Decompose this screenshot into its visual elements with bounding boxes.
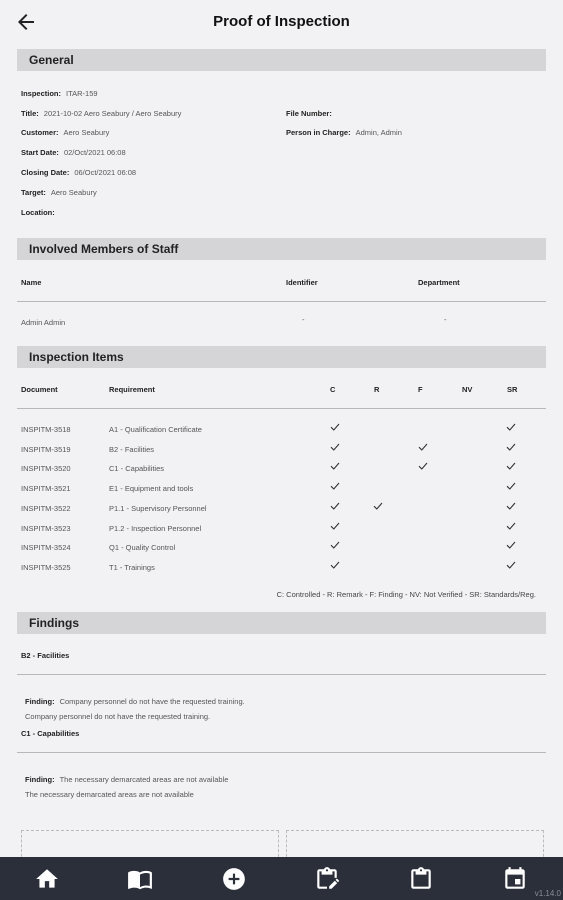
general-field-label: Inspection:	[21, 89, 62, 98]
item-document-cell: INSPITM-3522	[21, 503, 71, 513]
general-field-label: File Number:	[286, 109, 332, 118]
app-bar	[0, 0, 563, 46]
item-document-cell: INSPITM-3524	[21, 543, 71, 553]
findings-heading: Findings	[29, 616, 79, 630]
general-field-label: Location:	[21, 208, 55, 217]
checkmark-icon	[506, 443, 516, 451]
general-field	[21, 168, 136, 177]
general-field	[21, 89, 98, 98]
general-field-label: Target:	[21, 188, 46, 197]
staff-department-cell: -	[444, 315, 447, 324]
page-title: Proof of Inspection	[213, 13, 350, 30]
item-document-cell: INSPITM-3525	[21, 562, 71, 572]
staff-col-name: Name	[21, 278, 42, 287]
clipboard-icon[interactable]	[408, 866, 434, 892]
staff-identifier-cell: -	[302, 315, 305, 324]
items-col-document: Document	[21, 385, 58, 394]
general-field-value: 2021-10-02 Aero Seabury / Aero Seabury	[43, 109, 182, 118]
checkmark-icon	[330, 482, 340, 490]
checkmark-icon	[506, 462, 516, 470]
items-legend: C: Controlled - R: Remark - F: Finding - NV: Not Verified - SR: Standards/Reg.	[276, 590, 536, 599]
checkmark-icon	[506, 541, 516, 549]
general-field	[286, 109, 337, 118]
item-requirement-cell: T1 - Trainings	[109, 562, 155, 572]
general-field-value: Aero Seabury	[50, 188, 97, 197]
items-col-f: F	[418, 385, 423, 394]
checkmark-icon	[330, 462, 340, 470]
general-field-label: Customer:	[21, 128, 59, 137]
checkmark-icon	[506, 561, 516, 569]
checkmark-icon	[506, 423, 516, 431]
checkmark-icon	[330, 561, 340, 569]
finding-line	[25, 775, 228, 784]
item-document-cell: INSPITM-3520	[21, 464, 71, 474]
general-field-value: 06/Oct/2021 06:08	[74, 168, 137, 177]
finding-text: The necessary demarcated areas are not available	[59, 775, 229, 784]
general-field-label: Title:	[21, 109, 39, 118]
finding-group-title: B2 - Facilities	[21, 651, 70, 660]
general-field-value: 02/Oct/2021 06:08	[63, 148, 126, 157]
divider	[17, 408, 546, 409]
general-field	[286, 128, 402, 137]
finding-label: Finding:	[25, 775, 55, 784]
general-field-label: Closing Date:	[21, 168, 70, 177]
finding-line	[25, 697, 245, 706]
finding-group-title: C1 - Capabilities	[21, 729, 80, 738]
clipboard-edit-icon[interactable]	[314, 866, 340, 892]
add-circle-icon[interactable]	[221, 866, 247, 892]
items-col-r: R	[374, 385, 380, 394]
calendar-icon[interactable]	[502, 866, 528, 892]
divider	[17, 674, 546, 675]
staff-heading: Involved Members of Staff	[29, 242, 179, 256]
checkmark-icon	[506, 522, 516, 530]
item-requirement-cell: E1 - Equipment and tools	[109, 484, 194, 494]
item-document-cell: INSPITM-3523	[21, 523, 71, 533]
finding-detail: Company personnel do not have the requested training.	[25, 712, 211, 721]
general-field	[21, 128, 109, 137]
staff-col-department: Department	[418, 278, 460, 287]
items-col-nv: NV	[462, 385, 473, 394]
checkmark-icon	[506, 482, 516, 490]
checkmark-icon	[418, 443, 428, 451]
checkmark-icon	[373, 502, 383, 510]
staff-col-identifier: Identifier	[286, 278, 318, 287]
general-field-value: ITAR-159	[66, 89, 98, 98]
items-col-requirement: Requirement	[109, 385, 155, 394]
bottom-nav	[0, 857, 563, 900]
general-field	[21, 148, 126, 157]
items-section-header	[17, 346, 546, 368]
finding-detail: The necessary demarcated areas are not available	[25, 790, 194, 799]
item-document-cell: INSPITM-3519	[21, 444, 71, 454]
checkmark-icon	[330, 541, 340, 549]
item-requirement-cell: C1 - Capabilities	[109, 464, 165, 474]
general-field-label: Start Date:	[21, 148, 59, 157]
finding-text: Company personnel do not have the requested training.	[59, 697, 245, 706]
general-field-value: Admin, Admin	[355, 128, 402, 137]
item-requirement-cell: Q1 - Quality Control	[109, 543, 176, 553]
checkmark-icon	[330, 522, 340, 530]
general-field	[21, 208, 60, 217]
general-heading: General	[29, 53, 74, 67]
item-requirement-cell: B2 - Facilities	[109, 444, 155, 454]
general-field	[21, 188, 97, 197]
items-col-sr: SR	[507, 385, 518, 394]
checkmark-icon	[330, 423, 340, 431]
item-document-cell: INSPITM-3518	[21, 425, 71, 434]
general-field-value: Aero Seabury	[63, 128, 110, 137]
general-field	[21, 109, 181, 118]
divider	[17, 301, 546, 302]
home-icon[interactable]	[34, 866, 60, 892]
general-field-label: Person in Charge:	[286, 128, 351, 137]
checkmark-icon	[506, 502, 516, 510]
checkmark-icon	[330, 443, 340, 451]
divider	[17, 752, 546, 753]
items-col-c: C	[330, 385, 336, 394]
item-requirement-cell: P1.2 - Inspection Personnel	[109, 523, 202, 533]
finding-label: Finding:	[25, 697, 55, 706]
item-document-cell: INSPITM-3521	[21, 484, 71, 494]
item-requirement-cell: P1.1 - Supervisory Personnel	[109, 503, 207, 513]
staff-name-cell: Admin Admin	[21, 318, 66, 327]
book-icon[interactable]	[127, 866, 153, 892]
general-section-header	[17, 49, 546, 71]
checkmark-icon	[418, 462, 428, 470]
items-heading: Inspection Items	[29, 350, 124, 364]
app-version: v1.14.0	[534, 889, 561, 898]
item-requirement-cell: A1 - Qualification Certificate	[109, 425, 202, 434]
checkmark-icon	[330, 502, 340, 510]
staff-section-header	[17, 238, 546, 260]
findings-section-header	[17, 612, 546, 634]
